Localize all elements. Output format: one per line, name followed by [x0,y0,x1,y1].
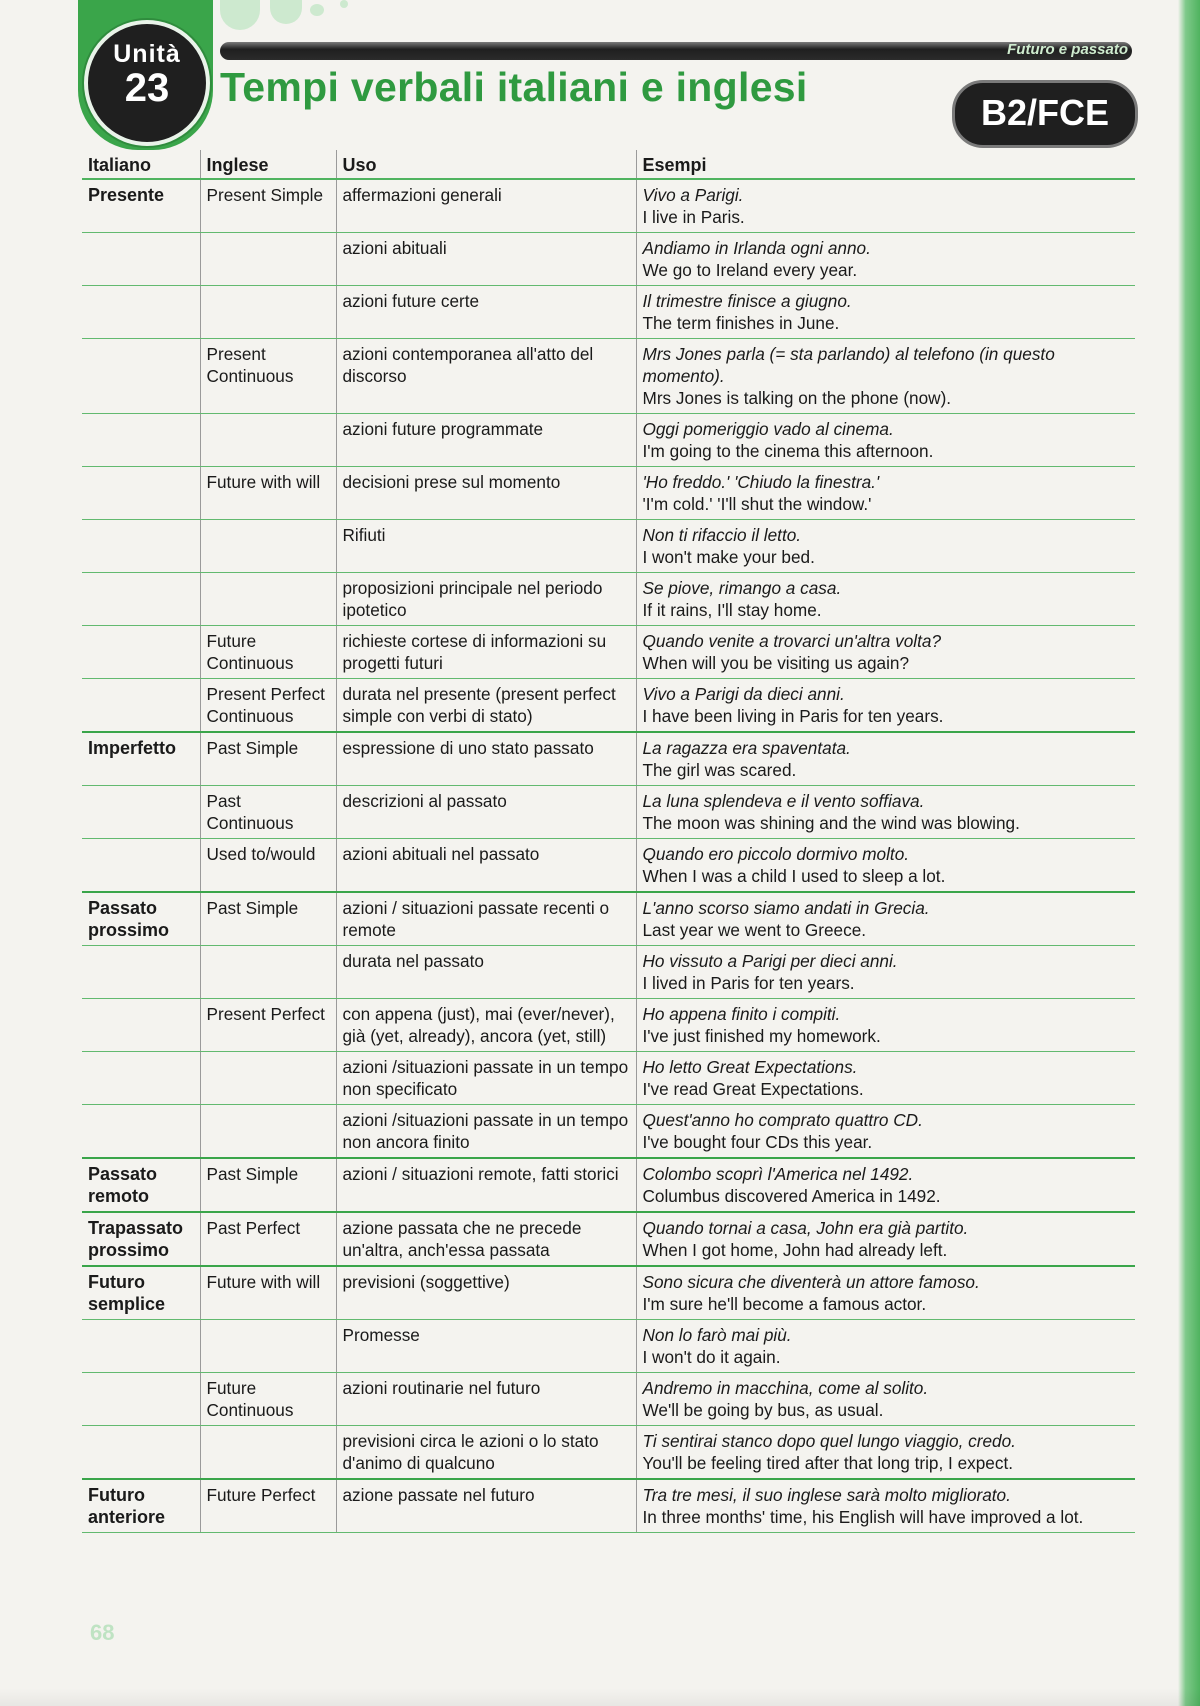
usage-cell: azioni abituali [336,233,636,286]
example-english: Last year we went to Greece. [642,920,867,940]
english-tense-cell [200,1426,336,1480]
table-row [82,839,1135,893]
english-tense-cell: Past Simple [200,732,336,786]
example-english: The moon was shining and the wind was blowing. [642,813,1020,833]
unit-badge [84,20,210,146]
tense-table [82,150,1135,1533]
italian-tense-cell [82,839,200,893]
example-italian: Ho vissuto a Parigi per dieci anni. [642,951,898,971]
english-tense-cell: Future with will [200,1266,336,1320]
header-esempi: Esempi [636,150,1135,179]
examples-cell [636,892,1135,946]
table-row [82,1320,1135,1373]
example-english: The term finishes in June. [642,313,840,333]
english-tense-cell: Present Simple [200,179,336,233]
header-inglese: Inglese [200,150,336,179]
english-tense-cell: Future with will [200,467,336,520]
decorative-bubble [340,0,348,8]
italian-tense-cell [82,1320,200,1373]
page-title: Tempi verbali italiani e inglesi [220,64,808,110]
usage-cell: descrizioni al passato [336,786,636,839]
example-english: I'm sure he'll become a famous actor. [642,1294,927,1314]
page-number: 68 [90,1620,115,1645]
example-italian: Non lo farò mai più. [642,1325,792,1345]
decorative-bubble [220,0,260,30]
page-edge [1178,0,1200,1706]
page-shadow [0,1688,1200,1706]
examples-cell [636,626,1135,679]
italian-tense-cell [82,999,200,1052]
example-italian: Sono sicura che diventerà un attore famoso. [642,1272,980,1292]
example-italian: Quando tornai a casa, John era già partito. [642,1218,969,1238]
examples-cell [636,286,1135,339]
english-tense-cell [200,233,336,286]
table-row [82,1158,1135,1212]
header-italiano: Italiano [82,150,200,179]
example-english: I've bought four CDs this year. [642,1132,873,1152]
table-row [82,1212,1135,1266]
title-bar [220,42,1132,60]
english-tense-cell: Past Perfect [200,1212,336,1266]
italian-tense-cell [82,286,200,339]
table-row [82,1373,1135,1426]
example-italian: Non ti rifaccio il letto. [642,525,802,545]
usage-cell: con appena (just), mai (ever/never), già (yet, already), ancora (yet, still) [336,999,636,1052]
decorative-bubble [270,0,302,24]
table-row [82,626,1135,679]
table-row [82,1105,1135,1159]
example-italian: Mrs Jones parla (= sta parlando) al telefono (in questo momento). [642,344,1055,386]
examples-cell [636,679,1135,733]
examples-cell [636,233,1135,286]
example-italian: Ho appena finito i compiti. [642,1004,841,1024]
table-row [82,1426,1135,1480]
usage-cell: previsioni circa le azioni o lo stato d'animo di qualcuno [336,1426,636,1480]
examples-cell [636,1212,1135,1266]
italian-tense-cell [82,1426,200,1480]
usage-cell: decisioni prese sul momento [336,467,636,520]
example-english: We go to Ireland every year. [642,260,858,280]
example-english: I lived in Paris for ten years. [642,973,855,993]
usage-cell: affermazioni generali [336,179,636,233]
table-row [82,679,1135,733]
usage-cell: azioni / situazioni remote, fatti storici [336,1158,636,1212]
table-row [82,286,1135,339]
italian-tense-cell: Passato prossimo [82,892,200,946]
examples-cell [636,1158,1135,1212]
example-english: If it rains, I'll stay home. [642,600,822,620]
table-row [82,467,1135,520]
examples-cell [636,839,1135,893]
italian-tense-cell: Futuro semplice [82,1266,200,1320]
examples-cell [636,339,1135,414]
examples-cell [636,1373,1135,1426]
example-italian: La ragazza era spaventata. [642,738,851,758]
italian-tense-cell [82,339,200,414]
table-row [82,573,1135,626]
table-row [82,946,1135,999]
examples-cell [636,1479,1135,1533]
usage-cell: durata nel passato [336,946,636,999]
example-english: We'll be going by bus, as usual. [642,1400,884,1420]
examples-cell [636,414,1135,467]
example-english: Columbus discovered America in 1492. [642,1186,941,1206]
italian-tense-cell: Imperfetto [82,732,200,786]
italian-tense-cell [82,1052,200,1105]
usage-cell: azione passata che ne precede un'altra, anch'essa passata [336,1212,636,1266]
usage-cell: azioni contemporanea all'atto del discorso [336,339,636,414]
example-english: I won't make your bed. [642,547,815,567]
usage-cell: azioni future programmate [336,414,636,467]
usage-cell: azioni /situazioni passate in un tempo non specificato [336,1052,636,1105]
english-tense-cell: Future Continuous [200,626,336,679]
example-english: Mrs Jones is talking on the phone (now). [642,388,952,408]
english-tense-cell: Past Continuous [200,786,336,839]
example-italian: Vivo a Parigi da dieci anni. [642,684,845,704]
examples-cell [636,1266,1135,1320]
example-italian: L'anno scorso siamo andati in Grecia. [642,898,930,918]
examples-cell [636,520,1135,573]
example-english: I've just finished my homework. [642,1026,881,1046]
italian-tense-cell: Futuro anteriore [82,1479,200,1533]
italian-tense-cell: Trapassato prossimo [82,1212,200,1266]
example-italian: Quando ero piccolo dormivo molto. [642,844,910,864]
italian-tense-cell [82,520,200,573]
level-badge: B2/FCE [952,80,1138,148]
usage-cell: azioni /situazioni passate in un tempo non ancora finito [336,1105,636,1159]
english-tense-cell: Present Perfect [200,999,336,1052]
example-italian: Oggi pomeriggio vado al cinema. [642,419,894,439]
examples-cell [636,786,1135,839]
table-row [82,999,1135,1052]
italian-tense-cell [82,233,200,286]
example-english: When I got home, John had already left. [642,1240,948,1260]
example-italian: 'Ho freddo.' 'Chiudo la finestra.' [642,472,880,492]
examples-cell [636,1320,1135,1373]
example-italian: Andiamo in Irlanda ogni anno. [642,238,871,258]
table-row [82,892,1135,946]
usage-cell: espressione di uno stato passato [336,732,636,786]
example-italian: Il trimestre finisce a giugno. [642,291,852,311]
english-tense-cell: Future Continuous [200,1373,336,1426]
example-english: You'll be feeling tired after that long trip, I expect. [642,1453,1013,1473]
usage-cell: azioni future certe [336,286,636,339]
english-tense-cell [200,286,336,339]
english-tense-cell [200,946,336,999]
table-row [82,732,1135,786]
examples-cell [636,1426,1135,1480]
usage-cell: azioni routinarie nel futuro [336,1373,636,1426]
example-italian: Ho letto Great Expectations. [642,1057,858,1077]
example-italian: Vivo a Parigi. [642,185,744,205]
usage-cell: azione passate nel futuro [336,1479,636,1533]
example-english: When will you be visiting us again? [642,653,910,673]
examples-cell [636,573,1135,626]
table-row [82,414,1135,467]
table-row [82,1052,1135,1105]
english-tense-cell: Past Simple [200,892,336,946]
example-english: When I was a child I used to sleep a lot. [642,866,946,886]
example-english: I've read Great Expectations. [642,1079,864,1099]
example-italian: Se piove, rimango a casa. [642,578,842,598]
english-tense-cell [200,520,336,573]
english-tense-cell: Present Perfect Continuous [200,679,336,733]
example-italian: Quest'anno ho comprato quattro CD. [642,1110,923,1130]
header-uso: Uso [336,150,636,179]
usage-cell: richieste cortese di informazioni su progetti futuri [336,626,636,679]
english-tense-cell: Past Simple [200,1158,336,1212]
usage-cell: Promesse [336,1320,636,1373]
unit-word: Unità [113,40,181,68]
table-row [82,1479,1135,1533]
usage-cell: durata nel presente (present perfect simple con verbi di stato) [336,679,636,733]
english-tense-cell: Present Continuous [200,339,336,414]
english-tense-cell: Future Perfect [200,1479,336,1533]
unit-number: 23 [124,66,170,110]
examples-cell [636,946,1135,999]
example-italian: Tra tre mesi, il suo inglese sarà molto migliorato. [642,1485,1011,1505]
example-italian: Colombo scoprì l'America nel 1492. [642,1164,914,1184]
table-row [82,786,1135,839]
example-english: I won't do it again. [642,1347,781,1367]
examples-cell [636,732,1135,786]
example-english: 'I'm cold.' 'I'll shut the window.' [642,494,872,514]
decorative-bubble [310,4,324,16]
example-italian: La luna splendeva e il vento soffiava. [642,791,925,811]
italian-tense-cell: Passato remoto [82,1158,200,1212]
italian-tense-cell [82,414,200,467]
usage-cell: azioni / situazioni passate recenti o remote [336,892,636,946]
example-italian: Quando venite a trovarci un'altra volta? [642,631,942,651]
english-tense-cell: Used to/would [200,839,336,893]
italian-tense-cell [82,679,200,733]
section-label: Futuro e passato [1007,41,1128,58]
example-english: I'm going to the cinema this afternoon. [642,441,934,461]
examples-cell [636,1052,1135,1105]
examples-cell [636,999,1135,1052]
italian-tense-cell [82,573,200,626]
italian-tense-cell [82,1373,200,1426]
table-row [82,1266,1135,1320]
example-english: I live in Paris. [642,207,745,227]
english-tense-cell [200,1320,336,1373]
italian-tense-cell [82,946,200,999]
english-tense-cell [200,573,336,626]
example-english: In three months' time, his English will have improved a lot. [642,1507,1084,1527]
italian-tense-cell [82,626,200,679]
table-header-row [82,150,1135,179]
english-tense-cell [200,1052,336,1105]
examples-cell [636,467,1135,520]
example-english: The girl was scared. [642,760,797,780]
examples-cell [636,179,1135,233]
italian-tense-cell: Presente [82,179,200,233]
example-italian: Andremo in macchina, come al solito. [642,1378,929,1398]
table-row [82,233,1135,286]
examples-cell [636,1105,1135,1159]
english-tense-cell [200,1105,336,1159]
table-row [82,179,1135,233]
italian-tense-cell [82,467,200,520]
table-row [82,339,1135,414]
usage-cell: azioni abituali nel passato [336,839,636,893]
italian-tense-cell [82,786,200,839]
table-row [82,520,1135,573]
usage-cell: previsioni (soggettive) [336,1266,636,1320]
italian-tense-cell [82,1105,200,1159]
example-italian: Ti sentirai stanco dopo quel lungo viaggio, credo. [642,1431,1016,1451]
usage-cell: proposizioni principale nel periodo ipotetico [336,573,636,626]
english-tense-cell [200,414,336,467]
usage-cell: Rifiuti [336,520,636,573]
example-english: I have been living in Paris for ten years. [642,706,944,726]
